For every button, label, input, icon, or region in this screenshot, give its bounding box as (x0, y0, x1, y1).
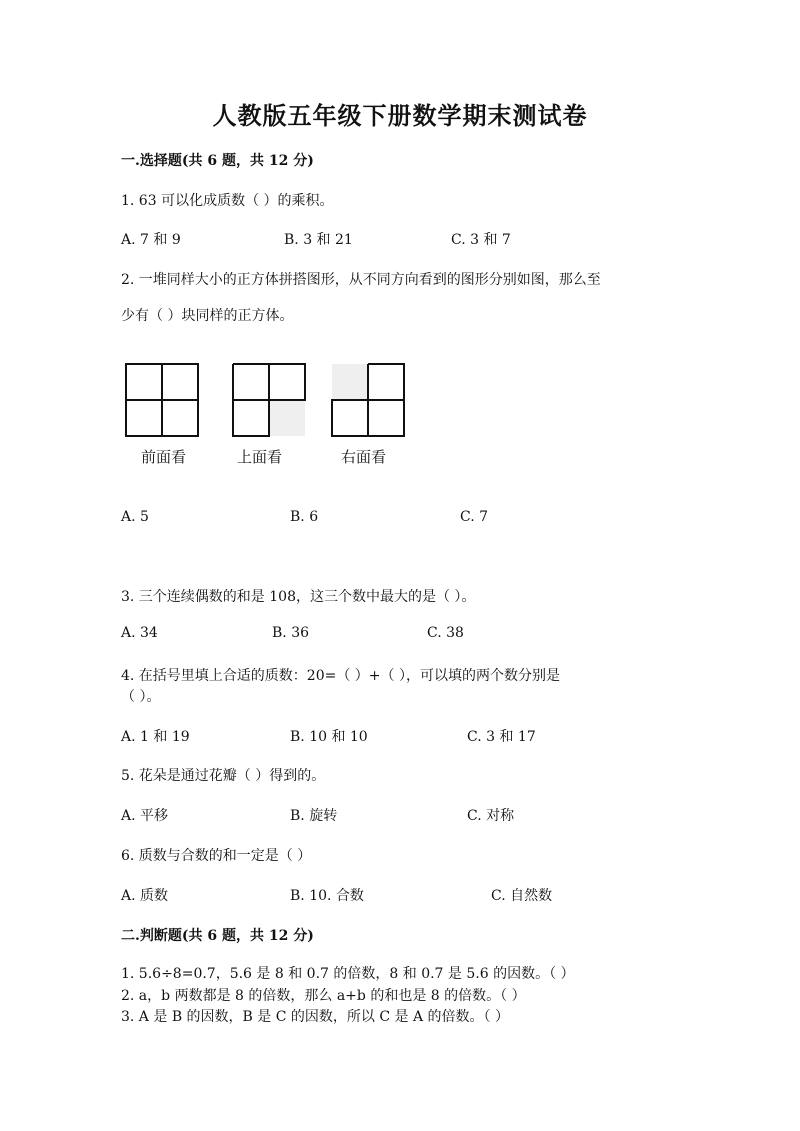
top-view-empty-cell (269, 400, 305, 436)
question-3-option-c: C. 38 (427, 625, 464, 641)
front-view-grid (126, 364, 198, 436)
question-2-text-line1: 2. 一堆同样大小的正方体拼搭图形，从不同方向看到的图形分别如图，那么至 (121, 272, 601, 288)
right-view-empty-cell (332, 364, 368, 400)
question-4-option-c: C. 3 和 17 (467, 729, 536, 745)
question-3-text: 3. 三个连续偶数的和是 108，这三个数中最大的是（ ）。 (121, 589, 476, 605)
figure-label-front: 前面看 (141, 448, 187, 466)
question-4-option-a: A. 1 和 19 (121, 729, 190, 745)
figure-label-top: 上面看 (237, 448, 283, 466)
judgement-item-1: 1. 5.6÷8=0.7，5.6 是 8 和 0.7 的倍数，8 和 0.7 是 5.6 的因数。（ ） (121, 966, 575, 982)
cube-view-figures (120, 360, 420, 440)
question-6-text: 6. 质数与合数的和一定是（ ） (121, 848, 312, 864)
question-6-option-c: C. 自然数 (491, 888, 553, 904)
figure-label-right: 右面看 (341, 448, 387, 466)
judgement-item-2: 2. a，b 两数都是 8 的倍数，那么 a+b 的和也是 8 的倍数。（ ） (121, 988, 526, 1004)
question-3-option-a: A. 34 (121, 625, 158, 641)
question-1-option-b: B. 3 和 21 (284, 232, 353, 248)
question-2-option-c: C. 7 (460, 509, 489, 525)
question-2-option-b: B. 6 (290, 509, 319, 525)
section-heading-choice: 一.选择题(共 6 题，共 12 分) (121, 153, 314, 169)
question-5-text: 5. 花朵是通过花瓣（ ）得到的。 (121, 768, 326, 784)
page-title: 人教版五年级下册数学期末测试卷 (212, 101, 588, 130)
question-1-option-c: C. 3 和 7 (451, 232, 511, 248)
question-4-text-line2: （ ）。 (121, 689, 161, 705)
question-6-option-a: A. 质数 (121, 888, 169, 904)
question-4-text-line1: 4. 在括号里填上合适的质数：20=（ ）+（ ），可以填的两个数分别是 (121, 668, 560, 684)
question-2-option-a: A. 5 (121, 509, 149, 525)
question-5-option-a: A. 平移 (121, 808, 169, 824)
question-3-option-b: B. 36 (272, 625, 310, 641)
question-5-option-c: C. 对称 (467, 808, 515, 824)
judgement-item-3: 3. A 是 B 的因数，B 是 C 的因数，所以 C 是 A 的倍数。（ ） (121, 1009, 509, 1025)
question-2-text-line2: 少有（ ）块同样的正方体。 (121, 308, 294, 324)
question-4-option-b: B. 10 和 10 (290, 729, 368, 745)
question-6-option-b: B. 10. 合数 (290, 888, 364, 904)
question-1-option-a: A. 7 和 9 (121, 232, 181, 248)
question-1-text: 1. 63 可以化成质数（ ）的乘积。 (121, 193, 334, 209)
question-5-option-b: B. 旋转 (290, 808, 338, 824)
section-heading-judgement: 二.判断题(共 6 题，共 12 分) (121, 928, 314, 944)
